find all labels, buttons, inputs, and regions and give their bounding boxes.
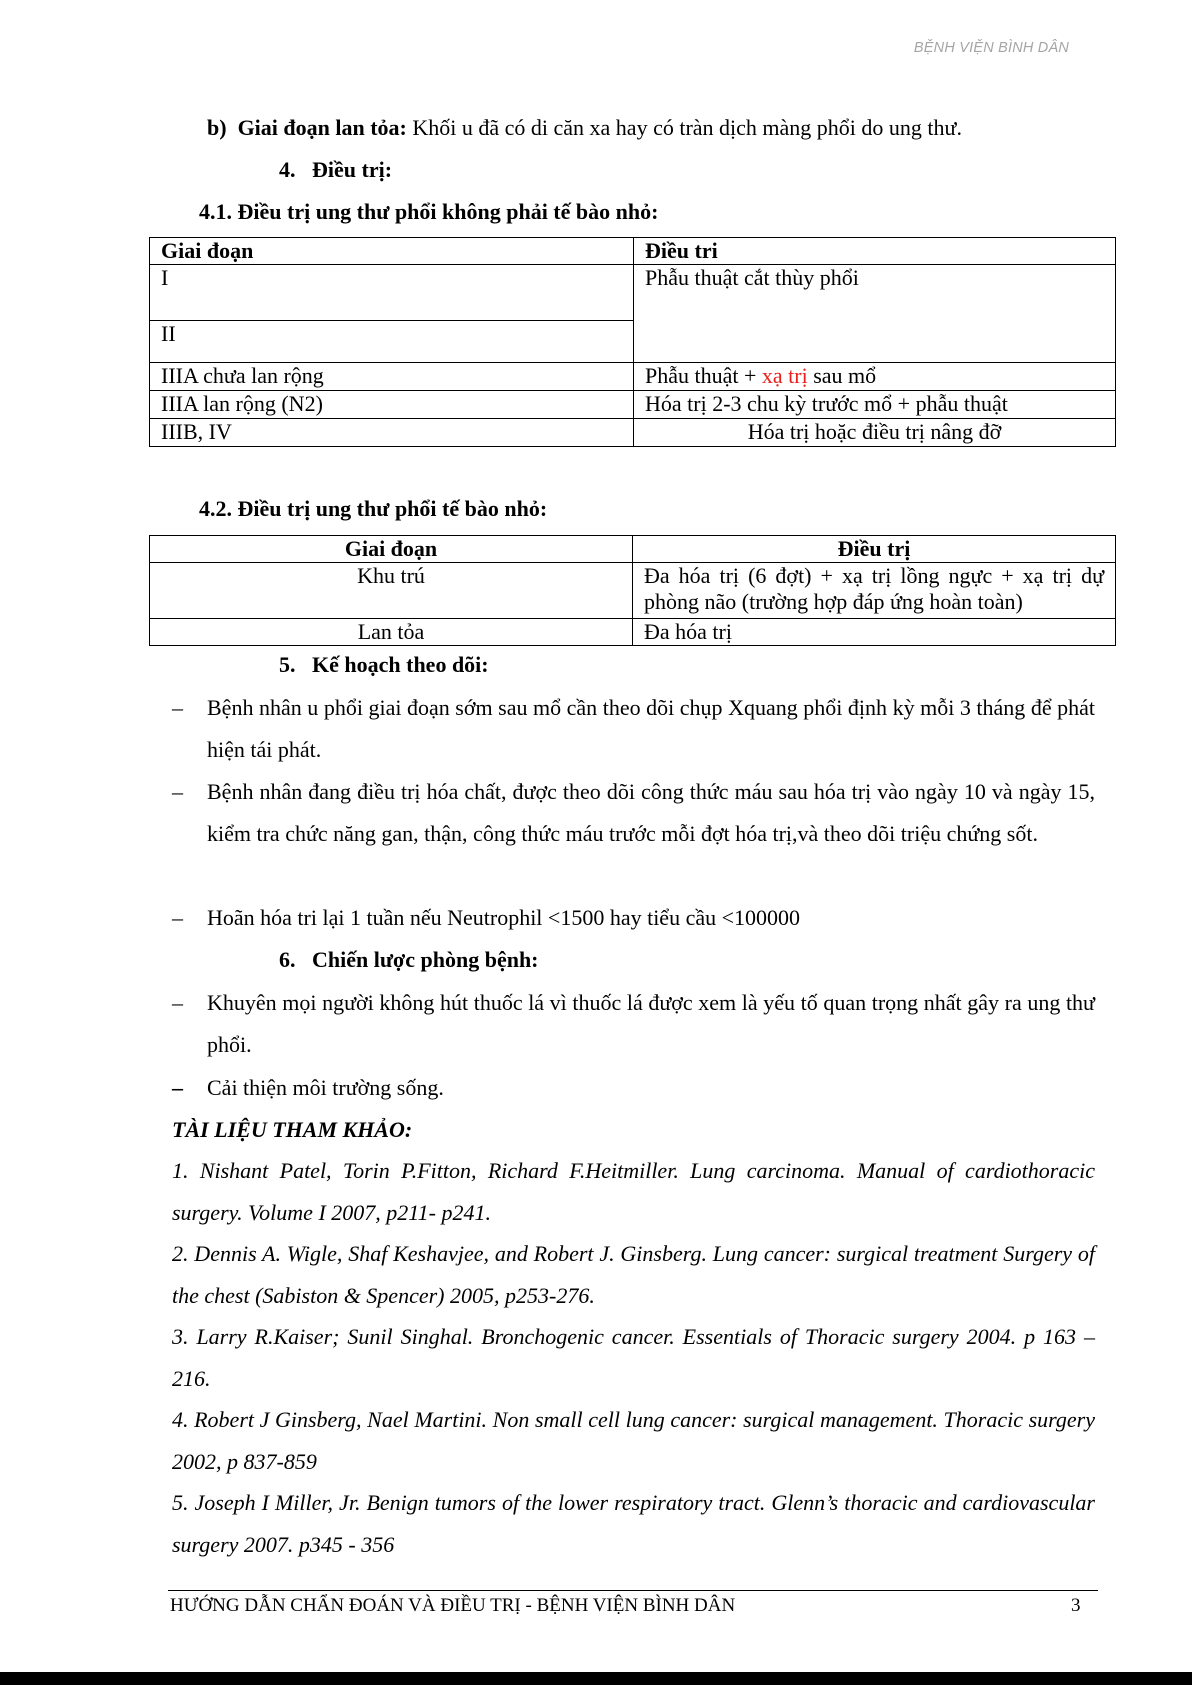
bullet-text: Khuyên mọi người không hút thuốc lá vì thuốc lá được xem là yếu tố quan trọng nhất gây ra ung thư phổi.	[207, 990, 1095, 1057]
stage-cell: Khu trú	[150, 563, 633, 619]
stage-cell: IIIB, IV	[150, 419, 634, 447]
table-header-cell: Giai đoạn	[150, 536, 633, 563]
treatment-cell	[634, 363, 1116, 391]
table-row	[150, 619, 1116, 646]
table-header-cell: Giai đoạn	[150, 238, 634, 265]
table-row	[150, 563, 1116, 619]
section-title: Điều trị:	[312, 157, 393, 182]
table-header-row	[150, 536, 1116, 563]
bullet-dash: –	[172, 1075, 183, 1100]
bullet-text: Bệnh nhân đang điều trị hóa chất, được theo dõi công thức máu sau hóa trị vào ngày 10 và ngày 15, kiểm tra chức năng gan, thận, công thức máu trước mỗi đợt hóa trị,và theo dõi triệu chứng sốt.	[207, 779, 1095, 846]
stage-cell: IIIA chưa lan rộng	[150, 363, 634, 391]
table-header-cell: Điều tri	[634, 238, 1116, 265]
reference-item: 1. Nishant Patel, Torin P.Fitton, Richard F.Heitmiller. Lung carcinoma. Manual of cardiothoracic surgery. Volume I 2007, p211- p241.	[172, 1158, 1095, 1225]
bullet-dash: –	[172, 905, 183, 930]
references-heading: TÀI LIỆU THAM KHẢO:	[172, 1117, 413, 1142]
bullet-text: Hoãn hóa tri lại 1 tuần nếu Neutrophil <1500 hay tiểu cầu <100000	[207, 905, 801, 930]
reference-item: 5. Joseph I Miller, Jr. Benign tumors of the lower respiratory tract. Glenn’s thoracic and cardiovascular surgery 2007. p345 - 356	[172, 1490, 1095, 1557]
section-4-1-heading: 4.1. Điều trị ung thư phổi không phải tế bào nhỏ:	[199, 199, 659, 224]
bullet-text: Cải thiện môi trường sống.	[207, 1075, 444, 1100]
reference-item: 2. Dennis A. Wigle, Shaf Keshavjee, and Robert J. Ginsberg. Lung cancer: surgical treatment Surgery of the chest (Sabiston & Spencer) 2005, p253-276.	[172, 1241, 1095, 1308]
stage-spread-paragraph	[207, 115, 962, 141]
stage-cell: IIIA lan rộng (N2)	[150, 391, 634, 419]
sclc-treatment-table	[149, 535, 1116, 646]
list-marker: b)	[207, 115, 227, 140]
bullet-dash: –	[172, 990, 183, 1015]
stage-cell: Lan tỏa	[150, 619, 633, 646]
reference-item: 3. Larry R.Kaiser; Sunil Singhal. Bronchogenic cancer. Essentials of Thoracic surgery 2004. p 163 – 216.	[172, 1324, 1095, 1391]
treatment-cell: Phẫu thuật cắt thùy phổi	[634, 265, 1116, 363]
table-row	[150, 391, 1116, 419]
table-row	[150, 265, 1116, 321]
bullet-dash: –	[172, 779, 183, 804]
bullet-text: Bệnh nhân u phổi giai đoạn sớm sau mổ cần theo dõi chụp Xquang phổi định kỳ mỗi 3 tháng để phát hiện tái phát.	[207, 695, 1095, 762]
section-6-heading	[279, 947, 539, 973]
section-number: 4.	[279, 157, 296, 182]
section-number: 5.	[279, 652, 296, 677]
stage-cell: II	[150, 321, 634, 363]
section-4-heading	[279, 157, 392, 183]
treatment-cell: Hóa trị hoặc điều trị nâng đỡ	[634, 419, 1116, 447]
section-4-2-heading: 4.2. Điều trị ung thư phổi tế bào nhỏ:	[199, 496, 548, 521]
reference-item: 4. Robert J Ginsberg, Nael Martini. Non small cell lung cancer: surgical management. Thoracic surgery 2002, p 837-859	[172, 1407, 1095, 1474]
table-header-row	[150, 238, 1116, 265]
stage-spread-text: Khối u đã có di căn xa hay có tràn dịch màng phổi do ung thư.	[412, 115, 962, 140]
footer-divider	[168, 1590, 1098, 1591]
treatment-cell: Hóa trị 2-3 chu kỳ trước mổ + phẫu thuật	[634, 391, 1116, 419]
footer-title: HƯỚNG DẪN CHẨN ĐOÁN VÀ ĐIỀU TRỊ - BỆNH VIỆN BÌNH DÂN	[170, 1595, 736, 1616]
nsclc-treatment-table	[149, 237, 1116, 447]
stage-cell: I	[150, 265, 634, 321]
section-title: Kế hoạch theo dõi:	[312, 652, 489, 677]
treatment-text: sau mổ	[813, 363, 877, 388]
section-title: Chiến lược phòng bệnh:	[312, 947, 539, 972]
page-number: 3	[1071, 1595, 1081, 1616]
treatment-text: Phẫu thuật +	[645, 363, 757, 388]
table-row	[150, 363, 1116, 391]
table-row	[150, 419, 1116, 447]
bottom-edge-bar	[0, 1672, 1192, 1685]
bullet-dash: –	[172, 695, 183, 720]
stage-spread-term: Giai đoạn lan tỏa:	[237, 115, 407, 140]
highlighted-treatment-text: xạ trị	[761, 363, 808, 388]
section-5-heading	[279, 652, 489, 678]
running-header: BỆNH VIỆN BÌNH DÂN	[913, 40, 1069, 56]
treatment-cell: Đa hóa trị	[633, 619, 1116, 646]
table-header-cell: Điều trị	[633, 536, 1116, 563]
treatment-cell: Đa hóa trị (6 đợt) + xạ trị lồng ngực + xạ trị dự phòng não (trường hợp đáp ứng hoàn toàn)	[633, 563, 1116, 619]
section-number: 6.	[279, 947, 296, 972]
